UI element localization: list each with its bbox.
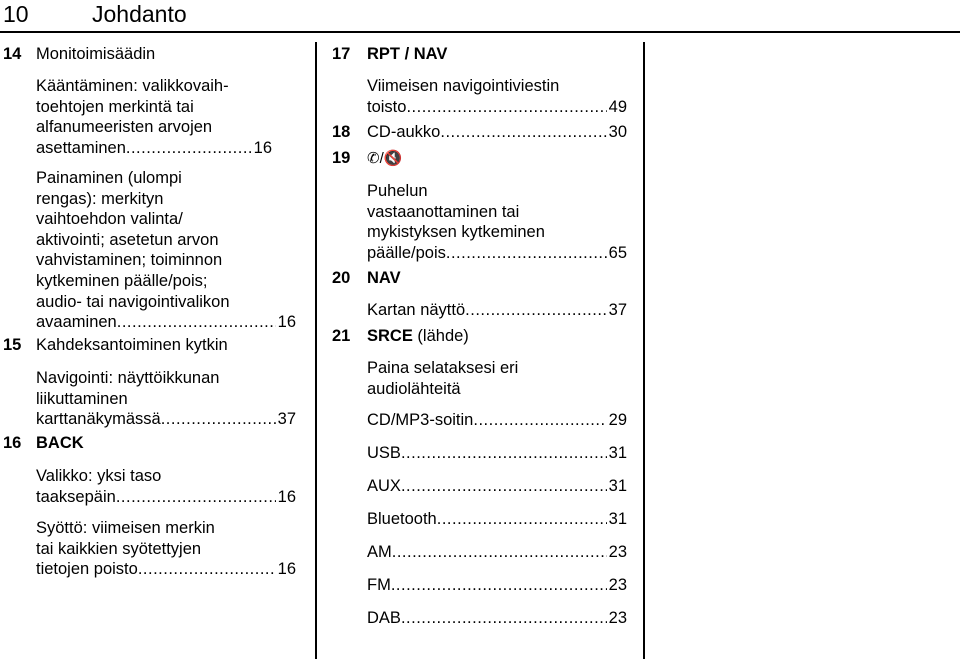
item-14-entry-2: Painaminen (ulompi rengas): merkityn vaihtoehdon valinta/ aktivointi; asetetun arvon vahvistaminen; toiminnon kytkeminen päälle/pois; audio- tai navigointivalikon avaaminen ..... 16	[36, 168, 296, 333]
toc-leader-line: päälle/pois ..... 65	[367, 243, 627, 264]
toc-leader-line: FM ..... 23	[367, 575, 627, 596]
item-title-20: NAV	[367, 269, 401, 287]
item-number-21: 21	[332, 327, 351, 345]
item-20-entry-1	[367, 300, 627, 321]
page-ref: 29	[608, 411, 627, 429]
item-number-15: 15	[3, 336, 22, 354]
page-ref: 31	[608, 443, 627, 462]
item-title-14: Monitoimisäädin	[36, 45, 156, 63]
page-ref: 37	[608, 301, 627, 319]
toc-leader-line: DAB ..... 23	[367, 608, 627, 629]
item-number-18: 18	[332, 123, 351, 141]
page-ref: 16	[277, 313, 296, 332]
item-number-17: 17	[332, 45, 351, 63]
page-ref: 16	[277, 487, 296, 506]
item-18-entry	[367, 122, 627, 143]
toc-leader-line: tietojen poisto ..... 16	[36, 559, 296, 580]
page-header	[0, 0, 960, 40]
toc-leader-line: asettaminen ..... 16	[36, 138, 272, 159]
toc-leader-line: CD-aukko ..... 30	[367, 122, 627, 143]
item-16-entry-1: Valikko: yksi taso taaksepäin ..... 16	[36, 466, 296, 507]
page-ref: 31	[608, 476, 627, 495]
page-ref: 23	[608, 542, 627, 561]
item-16-entry-2: Syöttö: viimeisen merkin tai kaikkien syötettyjen tietojen poisto ..... 16	[36, 518, 296, 580]
phone-mute-icon: ✆/🔇	[367, 150, 403, 167]
page-ref: 37	[277, 410, 296, 429]
page-ref: 31	[608, 509, 627, 528]
item-number-16: 16	[3, 434, 22, 452]
toc-leader-line: CD/MP3-soitin ..... 29	[367, 410, 627, 431]
item-number-19: 19	[332, 149, 351, 167]
page-ref: 30	[608, 123, 627, 141]
page-ref: 23	[608, 575, 627, 594]
item-19-entry-1: Puhelun vastaanottaminen tai mykistyksen kytkeminen päälle/pois ..... 65	[367, 181, 627, 263]
page-number: 10	[3, 1, 29, 27]
item-number-14: 14	[3, 45, 22, 63]
item-title-15: Kahdeksantoiminen kytkin	[36, 336, 228, 354]
toc-leader-line: AM ..... 23	[367, 542, 627, 563]
page-ref: 23	[608, 608, 627, 627]
column-divider-left	[315, 42, 317, 659]
source-list	[367, 410, 627, 629]
toc-leader-line: Bluetooth ..... 31	[367, 509, 627, 530]
page-ref: 16	[253, 138, 272, 157]
toc-leader-line: taaksepäin ..... 16	[36, 487, 296, 508]
item-title-16: BACK	[36, 434, 84, 452]
item-14-entry-1: Kääntäminen: valikkovaih- toehtojen merkintä tai alfanumeeristen arvojen asettaminen ..... 16	[36, 76, 272, 158]
item-21-description: Paina selataksesi eri audiolähteitä	[367, 359, 519, 398]
item-title-21: SRCE (lähde)	[367, 327, 469, 345]
item-17-entry-1: Viimeisen navigointiviestin toisto ..... 49	[367, 76, 627, 117]
item-title-17: RPT / NAV	[367, 45, 448, 63]
page-ref: 65	[608, 243, 627, 262]
item-15-entry-1: Navigointi: näyttöikkunan liikuttaminen karttanäkymässä ..... 37	[36, 368, 296, 430]
header-rule	[0, 31, 960, 33]
page-ref: 16	[277, 560, 296, 579]
toc-leader-line: karttanäkymässä ..... 37	[36, 409, 296, 430]
toc-leader-line: avaaminen ..... 16	[36, 312, 296, 333]
toc-leader-line: USB ..... 31	[367, 443, 627, 464]
column-divider-right	[643, 42, 645, 659]
toc-leader-line: AUX ..... 31	[367, 476, 627, 497]
item-number-20: 20	[332, 269, 351, 287]
page-ref: 49	[608, 97, 627, 116]
chapter-title: Johdanto	[92, 1, 187, 27]
toc-leader-line: toisto ..... 49	[367, 97, 627, 118]
toc-leader-line: Kartan näyttö ..... 37	[367, 300, 627, 321]
